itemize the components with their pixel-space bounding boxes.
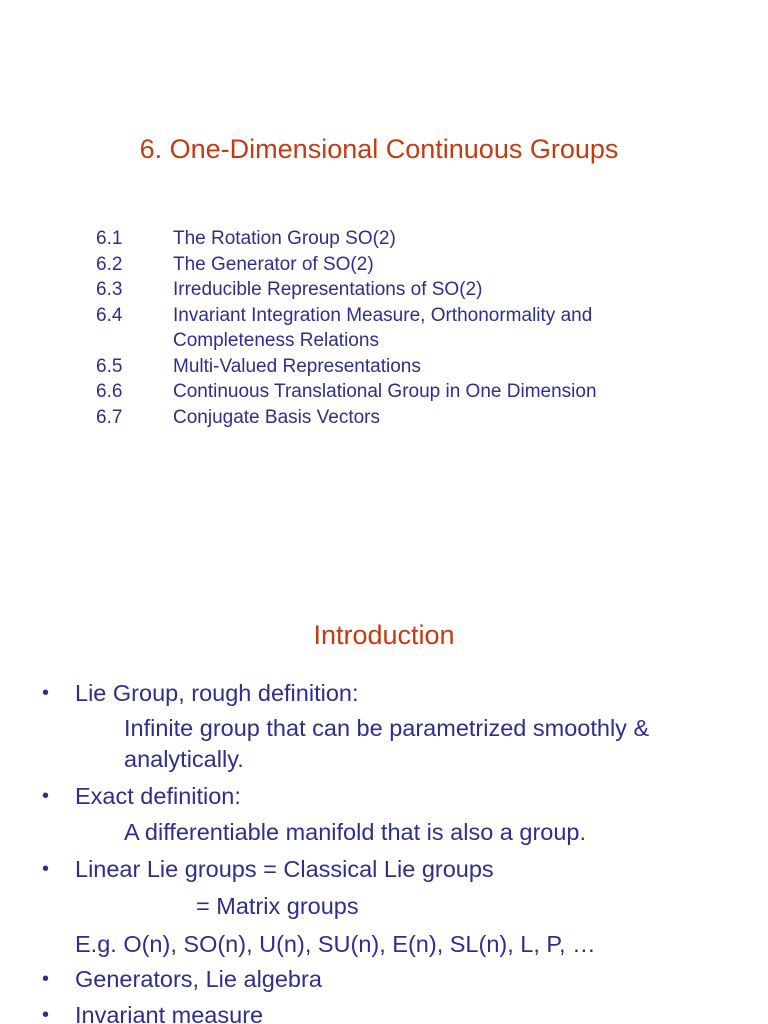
toc-title: Multi-Valued Representations <box>173 355 421 377</box>
toc-title: The Rotation Group SO(2) <box>173 228 396 249</box>
toc-number: 6.5 <box>96 355 123 377</box>
bullet-text: Invariant measure <box>75 1002 264 1024</box>
bullet-marker: • <box>42 1004 50 1024</box>
toc-title: Irreducible Representations of SO(2) <box>173 279 483 300</box>
table-of-contents <box>96 226 716 430</box>
bullet-marker: • <box>42 858 50 880</box>
toc-item <box>96 226 716 252</box>
bullet-marker: • <box>42 785 50 807</box>
section-title: Introduction <box>313 620 455 650</box>
toc-title: Invariant Integration Measure, Orthonormality and Completeness Relations <box>173 304 593 351</box>
bullet-text: Exact definition: <box>75 783 241 809</box>
chapter-title: 6. One-Dimensional Continuous Groups <box>139 134 619 164</box>
sub-text: analytically. <box>124 746 244 772</box>
bullet-marker: • <box>42 682 50 704</box>
toc-item <box>96 379 716 405</box>
sub-text: = Matrix groups <box>196 893 359 919</box>
toc-title: Conjugate Basis Vectors <box>173 406 381 428</box>
sub-text: A differentiable manifold that is also a group. <box>124 819 587 845</box>
toc-item <box>96 303 716 354</box>
toc-number: 6.4 <box>96 304 123 326</box>
toc-title: The Generator of SO(2) <box>173 253 374 275</box>
toc-number: 6.3 <box>96 279 123 300</box>
toc-number: 6.6 <box>96 381 123 402</box>
toc-number: 6.1 <box>96 228 123 249</box>
bullet-text: Generators, Lie algebra <box>75 966 322 992</box>
bullet-text: Lie Group, rough definition: <box>75 680 359 706</box>
sub-text: Infinite group that can be parametrized smoothly & <box>124 715 650 741</box>
toc-title: Continuous Translational Group in One Dimension <box>173 381 597 402</box>
toc-item <box>96 354 716 380</box>
toc-item <box>96 277 716 303</box>
bullet-text: Linear Lie groups = Classical Lie groups <box>75 856 494 882</box>
bullet-marker: • <box>42 968 50 990</box>
toc-number: 6.2 <box>96 253 123 275</box>
toc-item <box>96 405 716 431</box>
toc-item <box>96 252 716 278</box>
example-text: E.g. O(n), SO(n), U(n), SU(n), E(n), SL(n), L, P, … <box>75 931 596 957</box>
toc-number: 6.7 <box>96 406 123 428</box>
